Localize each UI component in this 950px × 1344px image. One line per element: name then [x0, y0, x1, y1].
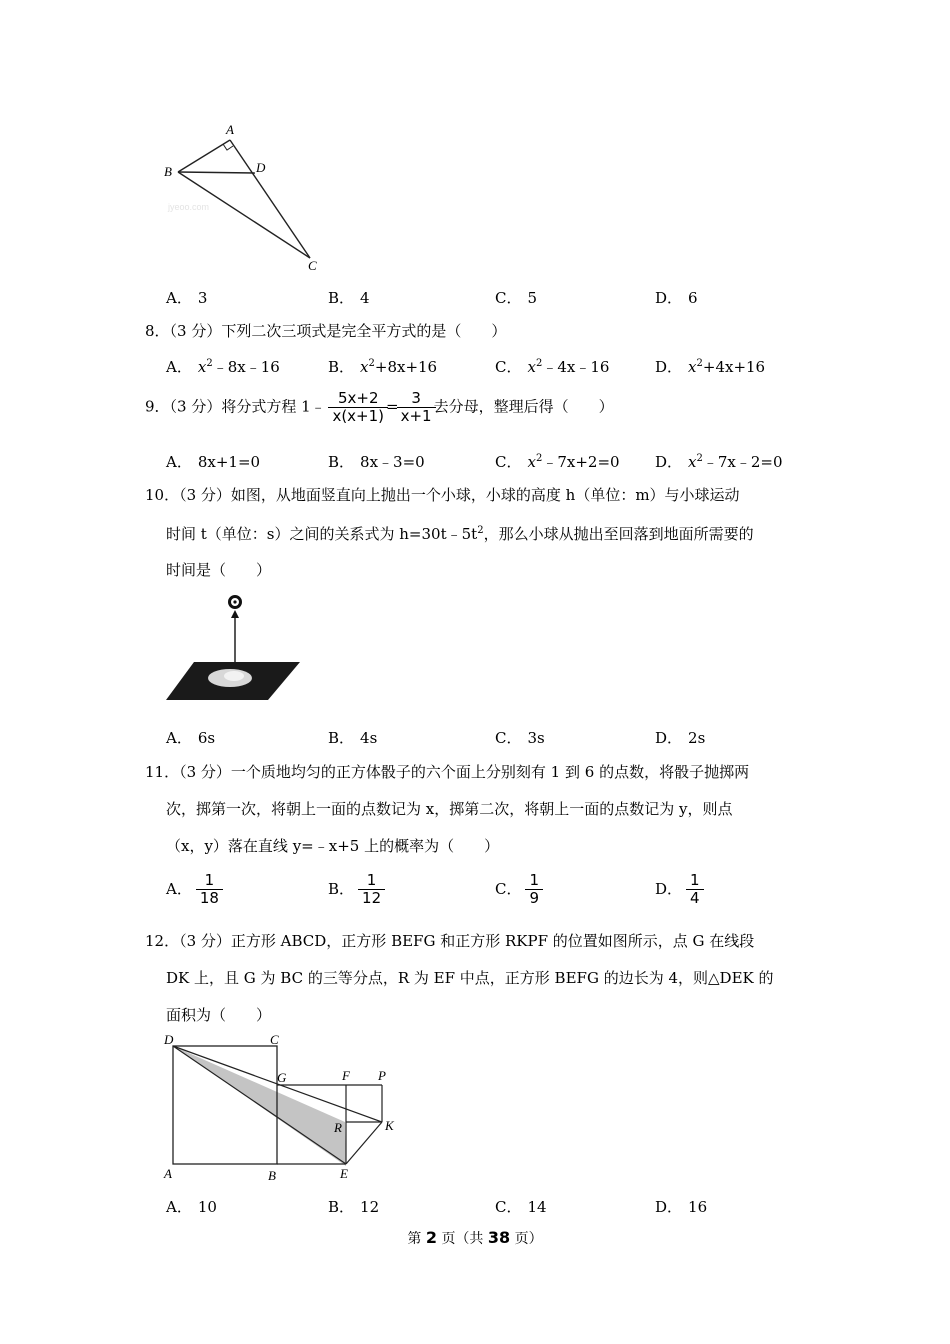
ball-throw-figure: [164, 592, 304, 704]
q8-option-c[interactable]: C． $x^2﹣4x﹣16$: [495, 358, 610, 376]
q10-option-d[interactable]: D． 2s: [655, 729, 706, 747]
fig7-label-c: C: [308, 258, 317, 273]
page-total: 38: [487, 1228, 511, 1247]
q12-line-2: DK 上，且 G 为 BC 的三等分点，R 为 EF 中点，正方形 BEFG 的边长为 4，则△DEK 的: [166, 969, 774, 987]
q11-option-b[interactable]: B． $\frac{1}{12}$: [328, 872, 383, 907]
fig7-label-a: A: [226, 122, 234, 137]
q9-options: [166, 451, 783, 475]
fig12-label-g: G: [277, 1070, 287, 1085]
q8-options: [166, 356, 766, 380]
fig12-label-p: P: [378, 1068, 386, 1083]
q10-options: [166, 727, 766, 751]
q9-stem: 9．（3 分）将分式方程 1﹣ $\frac{5x+2}{x(x+1)}$ = $\frac{3}{x+1}$ 去分母，整理后得（ ）: [145, 389, 614, 425]
fig12-label-c: C: [270, 1032, 279, 1047]
q12-line-1: 12．（3 分）正方形 ABCD，正方形 BEFG 和正方形 RKPF 的位置如图所示，点 G 在线段: [145, 932, 755, 950]
q8-option-d[interactable]: D． $x^2+4x+16$: [655, 358, 766, 376]
q12-option-b[interactable]: B． 12: [328, 1198, 380, 1216]
fig12-label-a: A: [164, 1166, 172, 1181]
q10-option-c[interactable]: C． 3s: [495, 729, 545, 747]
q10-option-a[interactable]: A． 6s: [166, 729, 216, 747]
triangle-figure-q7: [160, 118, 330, 278]
q11-options: [166, 872, 766, 912]
q11-line-1: 11．（3 分）一个质地均匀的正方体骰子的六个面上分别刻有 1 到 6 的点数，将骰子抛掷两: [145, 763, 750, 781]
q7-option-d[interactable]: D． 6: [655, 289, 698, 307]
q7-options: [166, 287, 766, 311]
fig12-label-k: K: [385, 1118, 394, 1133]
q9-option-b[interactable]: B． 8x﹣3=0: [328, 453, 425, 471]
squares-figure-q12: [160, 1030, 410, 1190]
q11-option-a[interactable]: A． $\frac{1}{18}$: [166, 872, 221, 907]
q11-option-d[interactable]: D． $\frac{1}{4}$: [655, 872, 702, 907]
q11-line-3: （x，y）落在直线 y=﹣x+5 上的概率为（ ）: [166, 837, 500, 855]
q8-option-b[interactable]: B． $x^2+8x+16$: [328, 358, 438, 376]
q7-option-a[interactable]: A． 3: [166, 289, 208, 307]
q12-option-d[interactable]: D． 16: [655, 1198, 708, 1216]
q12-option-a[interactable]: A． 10: [166, 1198, 217, 1216]
fig12-label-b: B: [268, 1168, 276, 1183]
fig7-watermark: jyeoo.com: [168, 202, 210, 212]
fig7-label-b: B: [164, 164, 172, 179]
q9-option-a[interactable]: A． 8x+1=0: [166, 453, 261, 471]
page-number: 2: [425, 1228, 437, 1247]
page-footer: 第 2 页（共 38 页）: [407, 1228, 543, 1247]
q7-option-c[interactable]: C． 5: [495, 289, 538, 307]
q10-line-1: 10．（3 分）如图，从地面竖直向上抛出一个小球，小球的高度 h（单位：m）与小球运动: [145, 486, 740, 504]
fig12-label-f: F: [342, 1068, 350, 1083]
q8-option-a[interactable]: A． $x^2﹣8x﹣16$: [166, 358, 280, 376]
q10-line-3: 时间是（ ）: [166, 561, 272, 579]
q12-options: [166, 1196, 766, 1220]
q11-option-c[interactable]: C． $\frac{1}{9}$: [495, 872, 541, 907]
q10-option-b[interactable]: B． 4s: [328, 729, 378, 747]
q7-option-b[interactable]: B． 4: [328, 289, 370, 307]
q11-line-2: 次，掷第一次，将朝上一面的点数记为 x，掷第二次，将朝上一面的点数记为 y，则点: [166, 800, 733, 818]
q9-option-d[interactable]: D． $x^2﹣7x﹣2=0$: [655, 453, 783, 471]
fig7-label-d: D: [256, 160, 266, 175]
q10-line-2: 时间 t（单位：s）之间的关系式为 $h=30t﹣5t^2$，那么小球从抛出至回落到地面所需要的: [166, 525, 754, 543]
fig12-label-e: E: [340, 1166, 348, 1181]
fig12-label-r: R: [334, 1120, 342, 1135]
q12-option-c[interactable]: C． 14: [495, 1198, 547, 1216]
q9-fraction-1: $\frac{5x+2}{x(x+1)}$: [330, 390, 386, 425]
q9-fraction-2: $\frac{3}{x+1}$: [399, 390, 434, 425]
fig12-label-d: D: [164, 1032, 174, 1047]
q9-option-c[interactable]: C． $x^2﹣7x+2=0$: [495, 453, 620, 471]
q12-line-3: 面积为（ ）: [166, 1006, 272, 1024]
q8-stem: 8．（3 分）下列二次三项式是完全平方式的是（ ）: [145, 322, 507, 340]
